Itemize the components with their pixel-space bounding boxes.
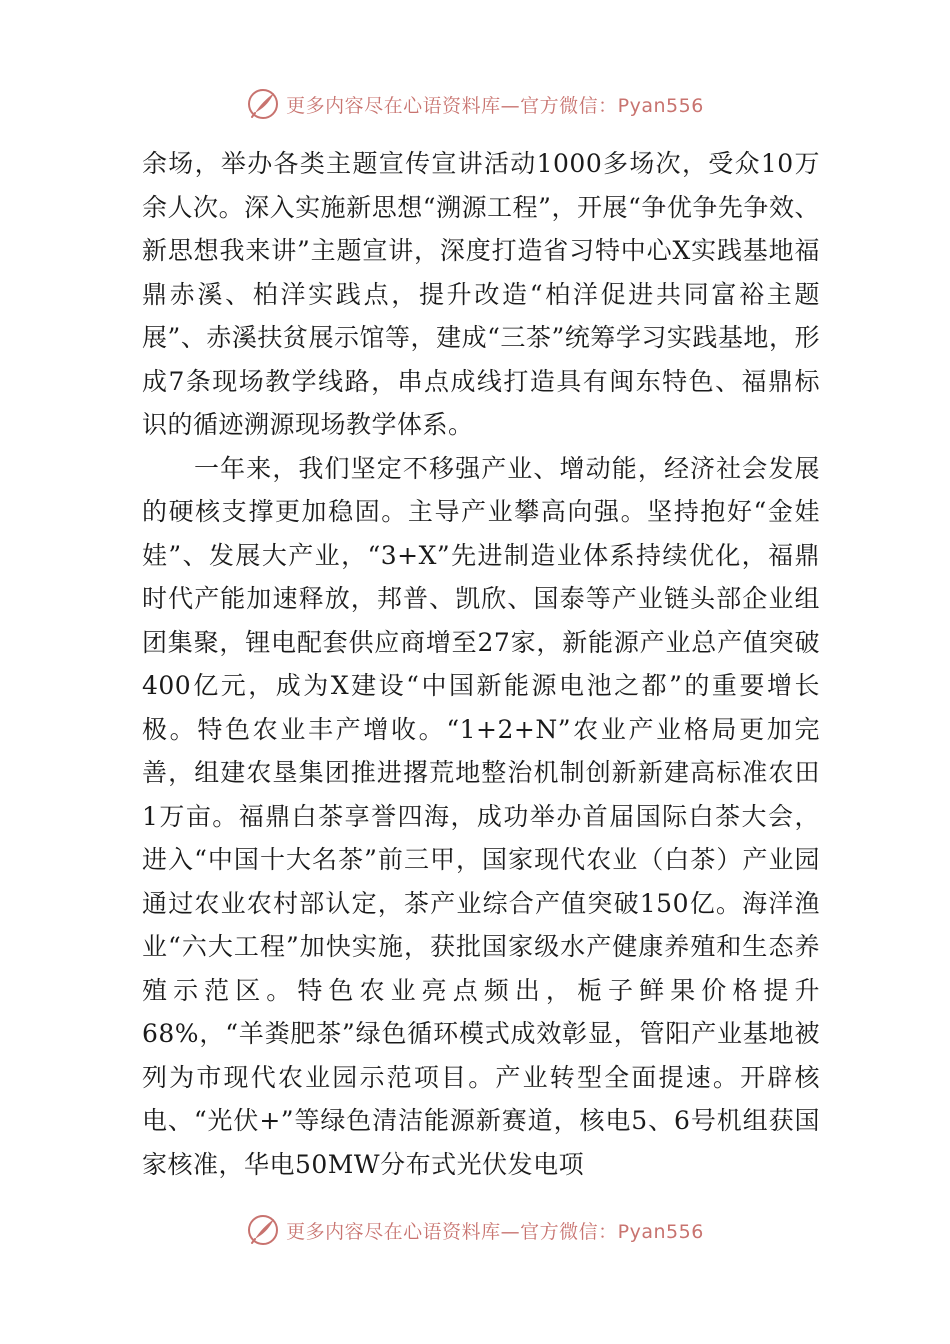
watermark-footer [0,1208,950,1252]
paragraph-2: 一年来，我们坚定不移强产业、增动能，经济社会发展的硬核支撑更加稳固。主导产业攀高向强。坚持抱好“金娃娃”、发展大产业，“3+X”先进制造业体系持续优化，福鼎时代产能加速释放，邦普、凯欣、国泰等产业链头部企业组团集聚，锂电配套供应商增至27家，新能源产业总产值突破400亿元，成为X建设“中国新能源电池之都”的重要增长极。特色农业丰产增收。“1+2+N”农业产业格局更加完善，组建农垦集团推进撂荒地整治机制创新新建高标准农田1万亩。福鼎白茶享誉四海，成功举办首届国际白茶大会，进入“中国十大名茶”前三甲，国家现代农业（白茶）产业园通过农业农村部认定，茶产业综合产值突破150亿。海洋渔业“六大工程”加快实施，获批国家级水产健康养殖和生态养殖示范区。特色农业亮点频出，栀子鲜果价格提升68%，“羊粪肥茶”绿色循环模式成效彰显，管阳产业基地被列为市现代农业园示范项目。产业转型全面提速。开辟核电、“光伏+”等绿色清洁能源新赛道，核电5、6号机组获国家核准，华电50MW分布式光伏发电项 [142,453,820,1179]
document-body [142,142,820,1186]
watermark-text: 更多内容尽在心语资料库—官方微信：Pyan556 [286,94,704,117]
watermark-text: 更多内容尽在心语资料库—官方微信：Pyan556 [286,1220,704,1243]
quill-logo-icon [246,1213,280,1247]
watermark-header [0,82,950,126]
quill-logo-icon [246,87,280,121]
paragraph-1: 余场，举办各类主题宣传宣讲活动1000多场次，受众10万余人次。深入实施新思想“溯源工程”，开展“争优争先争效、新思想我来讲”主题宣讲，深度打造省习特中心X实践基地福鼎赤溪、柏洋实践点，提升改造“柏洋促进共同富裕主题展”、赤溪扶贫展示馆等，建成“三茶”统筹学习实践基地，形成7条现场教学线路，串点成线打造具有闽东特色、福鼎标识的循迹溯源现场教学体系。 [142,149,820,439]
